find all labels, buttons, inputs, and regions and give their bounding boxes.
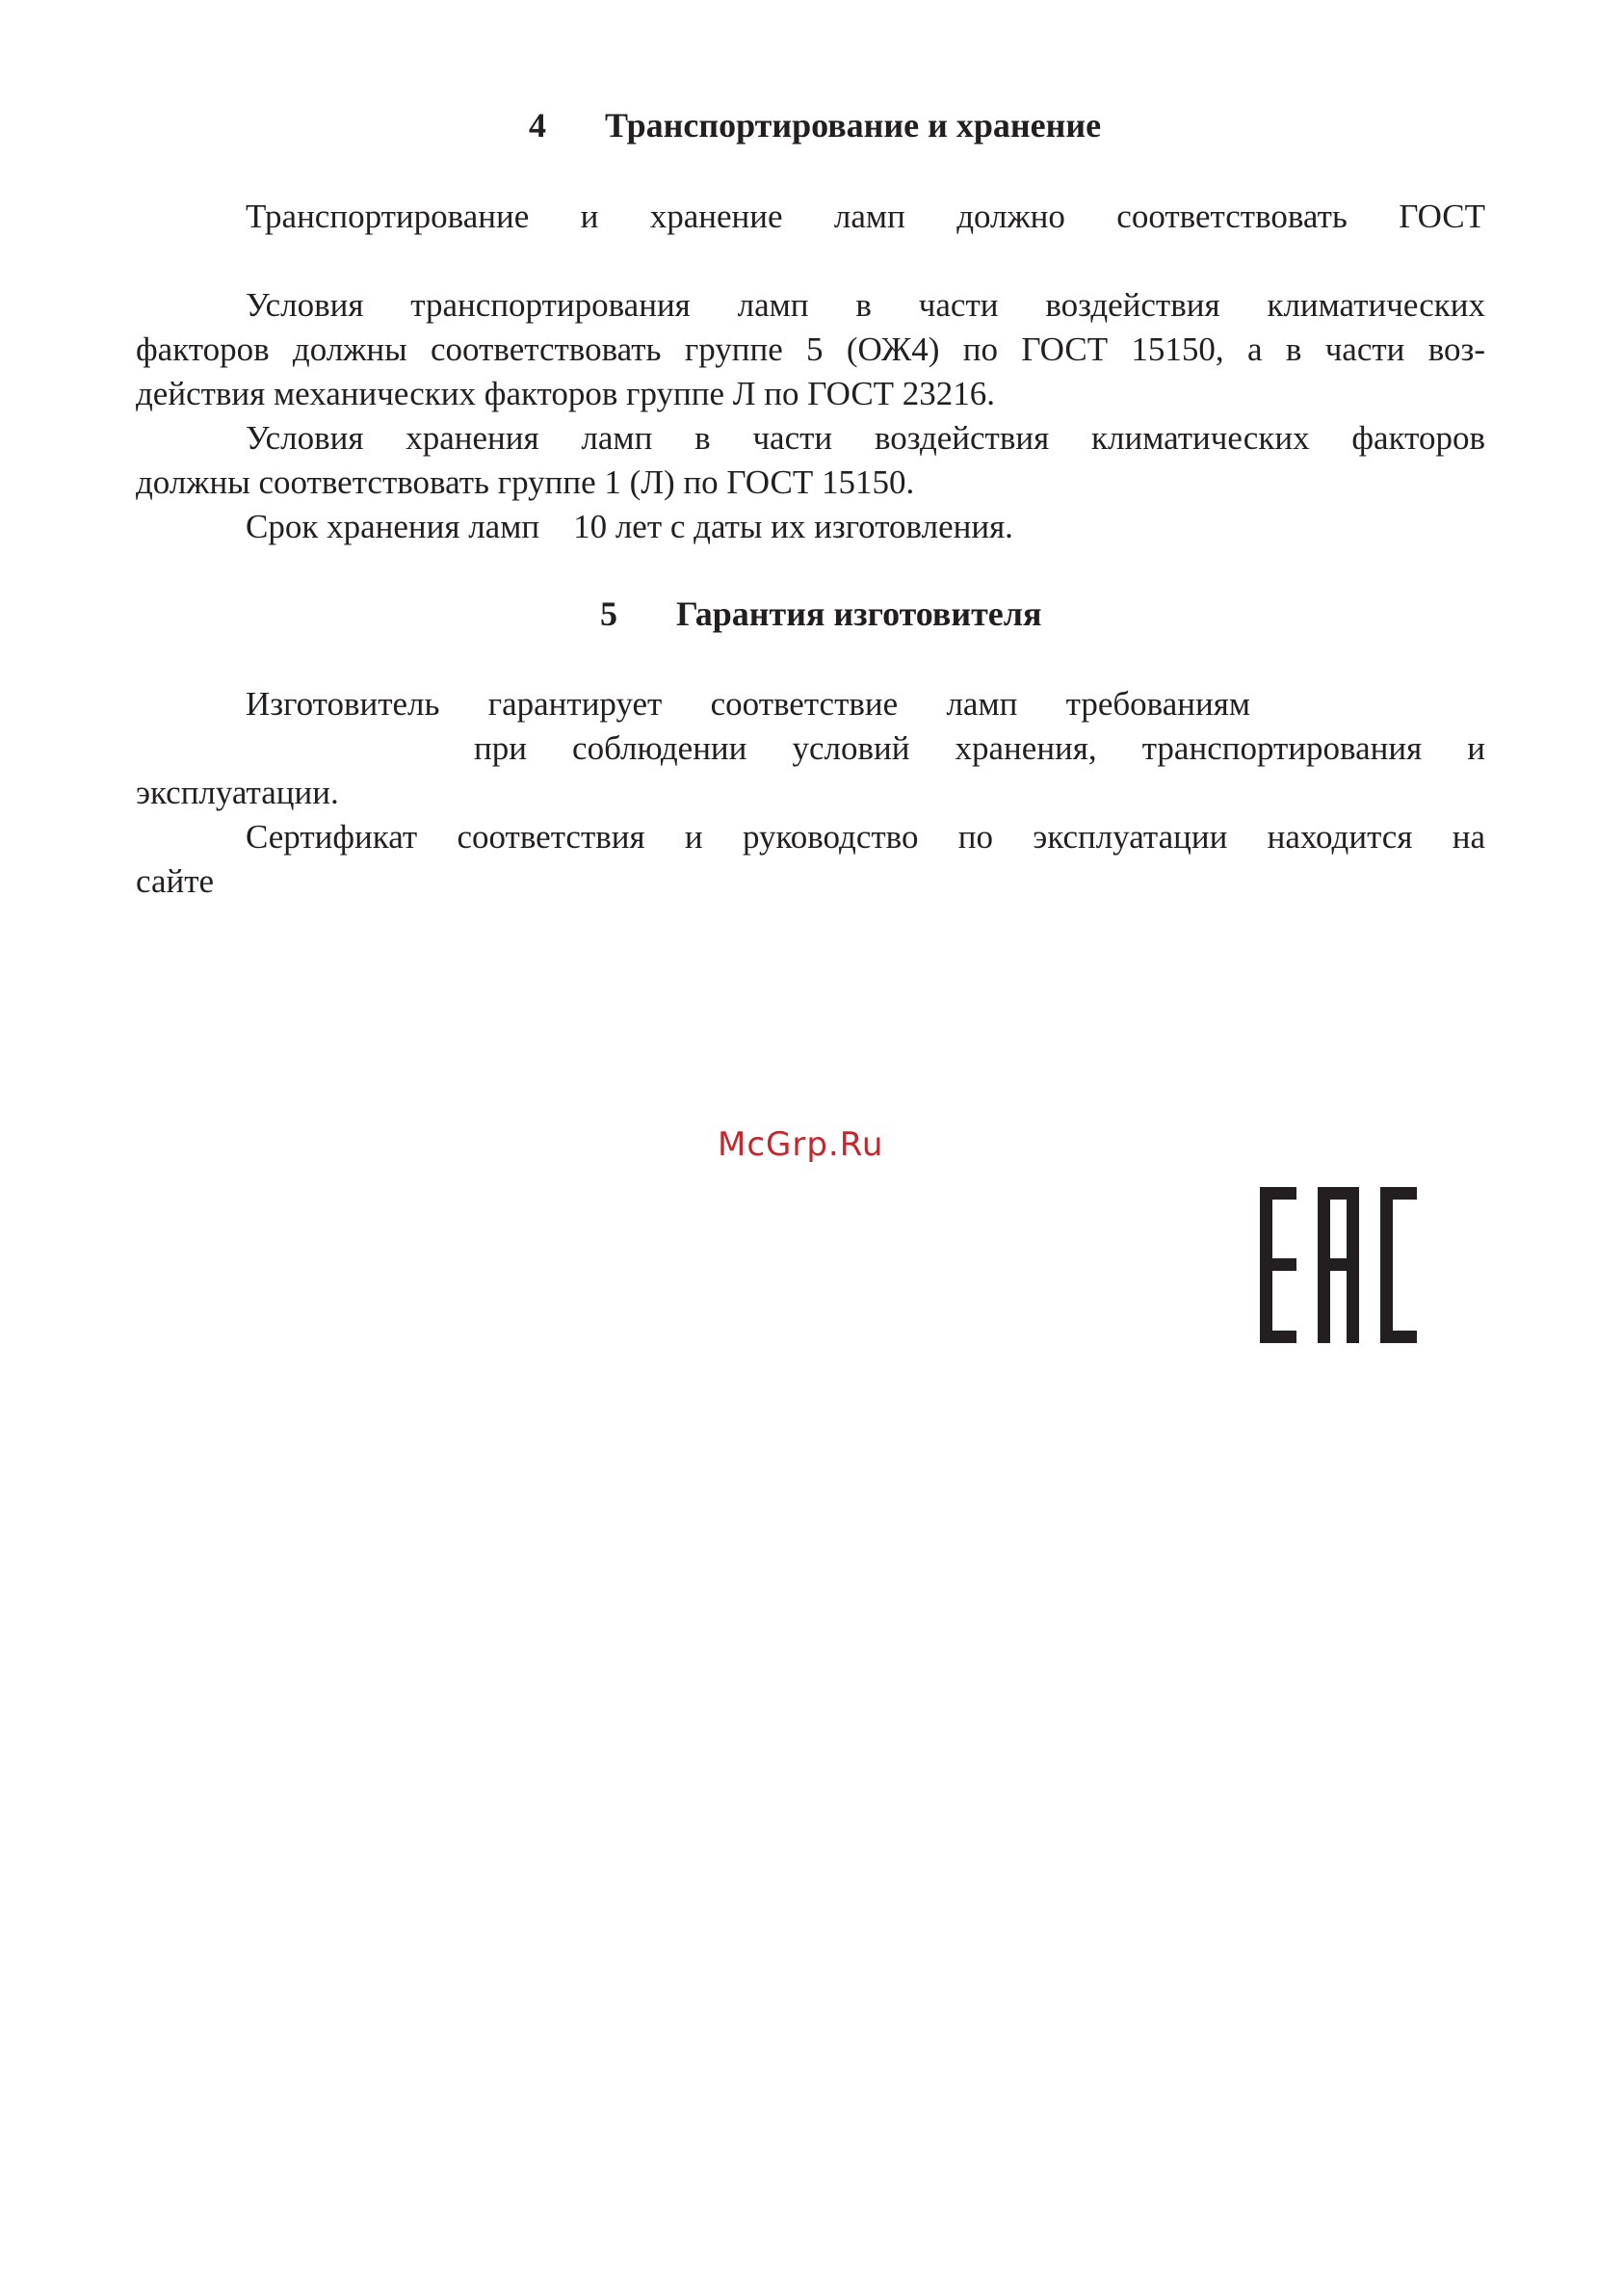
watermark-text: McGrp.Ru <box>718 1125 884 1164</box>
transport-conditions-line-1: Условия транспортирования ламп в части воздействия климатических <box>246 286 1485 324</box>
section-4-number: 4 <box>529 106 546 145</box>
transport-conditions-line-3: действия механических факторов группе Л по ГОСТ 23216. <box>136 375 996 412</box>
storage-period-text: Срок хранения ламп 10 лет с даты их изготовления. <box>246 508 1013 545</box>
certificate-line-1: Сертификат соответствия и руководство по эксплуатации находится на <box>246 818 1485 856</box>
section-4-title: Транспортирование и хранение <box>605 106 1102 145</box>
warranty-line-3: эксплуатации. <box>136 774 339 811</box>
section-5-title: Гарантия изготовителя <box>676 594 1042 633</box>
transport-conditions-line-2: факторов должны соответствовать группе 5 (ОЖ4) по ГОСТ 15150, а в части воз- <box>136 330 1485 368</box>
storage-conditions-line-2: должны соответствовать группе 1 (Л) по ГОСТ 15150. <box>136 463 915 501</box>
section-4-heading <box>529 103 1101 147</box>
eac-mark-icon <box>1260 1187 1417 1343</box>
certificate-line-2: сайте <box>136 862 215 900</box>
warranty-line-1: Изготовитель гарантирует соответствие ламп требованиям <box>246 685 1250 723</box>
section-5-heading <box>600 592 1041 636</box>
transport-requirement-text: Транспортирование и хранение ламп должно соответствовать ГОСТ <box>246 198 1485 235</box>
warranty-line-2: при соблюдении условий хранения, транспортирования и <box>474 729 1485 767</box>
section-5-number: 5 <box>600 594 617 633</box>
storage-conditions-line-1: Условия хранения ламп в части воздействия климатических факторов <box>246 419 1485 457</box>
